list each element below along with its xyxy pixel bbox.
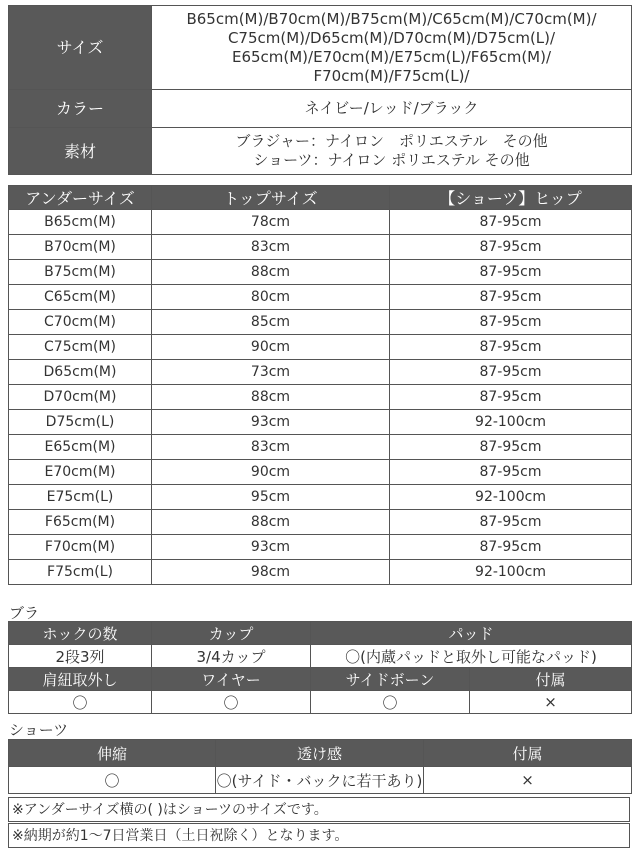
top-size-cell: 83cm	[152, 435, 390, 460]
bra-sidebone-header: サイドボーン	[311, 668, 470, 691]
top-size-cell: 90cm	[152, 460, 390, 485]
header-under-size: アンダーサイズ	[9, 186, 152, 210]
table-row	[9, 285, 632, 310]
note-size-shorts: ※アンダーサイズ横の( )はショーツのサイズです。	[8, 797, 630, 822]
hip-cell: 87-95cm	[390, 385, 632, 410]
under-size-cell: F65cm(M)	[9, 510, 152, 535]
size-list-line: B65cm(M)/B70cm(M)/B75cm(M)/C65cm(M)/C70cm(M)/	[186, 9, 597, 28]
note-delivery: ※納期が約1～7日営業日（土日祝除く）となります。	[8, 823, 630, 848]
top-size-cell: 85cm	[152, 310, 390, 335]
bra-accessory-header: 付属	[470, 668, 632, 691]
header-hip: 【ショーツ】ヒップ	[390, 186, 632, 210]
size-label: サイズ	[9, 6, 152, 90]
under-size-cell: E65cm(M)	[9, 435, 152, 460]
shorts-sheer-header: 透け感	[216, 740, 424, 767]
table-row	[9, 460, 632, 485]
hip-cell: 87-95cm	[390, 285, 632, 310]
shorts-stretch-header: 伸縮	[9, 740, 216, 767]
under-size-cell: B75cm(M)	[9, 260, 152, 285]
table-row	[9, 435, 632, 460]
hip-cell: 87-95cm	[390, 535, 632, 560]
hip-cell: 87-95cm	[390, 510, 632, 535]
bra-section-title: ブラ	[9, 604, 40, 622]
top-size-cell: 78cm	[152, 210, 390, 235]
table-row	[9, 535, 632, 560]
hip-cell: 87-95cm	[390, 335, 632, 360]
shorts-section-title: ショーツ	[9, 721, 69, 739]
size-list-line: E65cm(M)/E70cm(M)/E75cm(L)/F65cm(M)/	[231, 47, 552, 66]
table-row	[9, 385, 632, 410]
color-label: カラー	[9, 90, 152, 128]
shorts-stretch-value: 〇	[9, 767, 216, 794]
under-size-cell: E70cm(M)	[9, 460, 152, 485]
shorts-accessory-value: ×	[424, 767, 632, 794]
under-size-cell: F70cm(M)	[9, 535, 152, 560]
top-size-cell: 98cm	[152, 560, 390, 585]
hip-cell: 92-100cm	[390, 410, 632, 435]
top-size-cell: 95cm	[152, 485, 390, 510]
hip-cell: 87-95cm	[390, 360, 632, 385]
under-size-cell: D65cm(M)	[9, 360, 152, 385]
hip-cell: 87-95cm	[390, 260, 632, 285]
table-row	[9, 335, 632, 360]
bra-strap-header: 肩紐取外し	[9, 668, 152, 691]
table-row	[9, 510, 632, 535]
table-row	[9, 360, 632, 385]
table-row	[9, 310, 632, 335]
material-line: ショーツ：ナイロン ポリエステル その他	[253, 151, 530, 169]
bra-cup-header: カップ	[152, 622, 311, 645]
under-size-cell: B70cm(M)	[9, 235, 152, 260]
bra-accessory-value: ×	[470, 691, 632, 714]
bra-hook-value: 2段3列	[9, 645, 152, 668]
bra-spec-table	[8, 621, 632, 714]
under-size-cell: B65cm(M)	[9, 210, 152, 235]
under-size-cell: F75cm(L)	[9, 560, 152, 585]
top-size-cell: 80cm	[152, 285, 390, 310]
hip-cell: 87-95cm	[390, 435, 632, 460]
shorts-accessory-header: 付属	[424, 740, 632, 767]
bra-pad-value: 〇(内蔵パッドと取外し可能なパッド)	[311, 645, 632, 668]
hip-cell: 92-100cm	[390, 560, 632, 585]
top-size-cell: 88cm	[152, 260, 390, 285]
bra-cup-value: 3/4カップ	[152, 645, 311, 668]
under-size-cell: C65cm(M)	[9, 285, 152, 310]
bra-wire-value: 〇	[152, 691, 311, 714]
hip-cell: 87-95cm	[390, 210, 632, 235]
size-chart-table	[8, 185, 632, 585]
hip-cell: 87-95cm	[390, 310, 632, 335]
table-row	[9, 210, 632, 235]
size-list	[152, 6, 632, 90]
bra-hook-header: ホックの数	[9, 622, 152, 645]
bra-pad-header: パッド	[311, 622, 632, 645]
color-value: ネイビー/レッド/ブラック	[152, 90, 632, 128]
table-row	[9, 410, 632, 435]
top-size-cell: 73cm	[152, 360, 390, 385]
size-list-line: F70cm(M)/F75cm(L)/	[313, 66, 470, 85]
table-row	[9, 560, 632, 585]
material-line: ブラジャー：ナイロン ポリエステル その他	[235, 132, 548, 150]
bra-sidebone-value: 〇	[311, 691, 470, 714]
hip-cell: 92-100cm	[390, 485, 632, 510]
size-list-line: C75cm(M)/D65cm(M)/D70cm(M)/D75cm(L)/	[227, 28, 556, 47]
top-size-cell: 88cm	[152, 510, 390, 535]
hip-cell: 87-95cm	[390, 460, 632, 485]
product-info-table	[8, 5, 632, 175]
material-label: 素材	[9, 128, 152, 175]
shorts-spec-table	[8, 739, 632, 794]
bra-strap-value: 〇	[9, 691, 152, 714]
size-chart-body	[9, 210, 632, 585]
material-value	[152, 128, 632, 175]
top-size-cell: 90cm	[152, 335, 390, 360]
hip-cell: 87-95cm	[390, 235, 632, 260]
under-size-cell: C70cm(M)	[9, 310, 152, 335]
table-row	[9, 235, 632, 260]
top-size-cell: 83cm	[152, 235, 390, 260]
top-size-cell: 93cm	[152, 535, 390, 560]
table-row	[9, 485, 632, 510]
under-size-cell: D70cm(M)	[9, 385, 152, 410]
table-row	[9, 260, 632, 285]
top-size-cell: 93cm	[152, 410, 390, 435]
header-top-size: トップサイズ	[152, 186, 390, 210]
bra-wire-header: ワイヤー	[152, 668, 311, 691]
shorts-sheer-value: 〇(サイド・バックに若干あり)	[216, 767, 424, 794]
top-size-cell: 88cm	[152, 385, 390, 410]
under-size-cell: E75cm(L)	[9, 485, 152, 510]
under-size-cell: C75cm(M)	[9, 335, 152, 360]
under-size-cell: D75cm(L)	[9, 410, 152, 435]
